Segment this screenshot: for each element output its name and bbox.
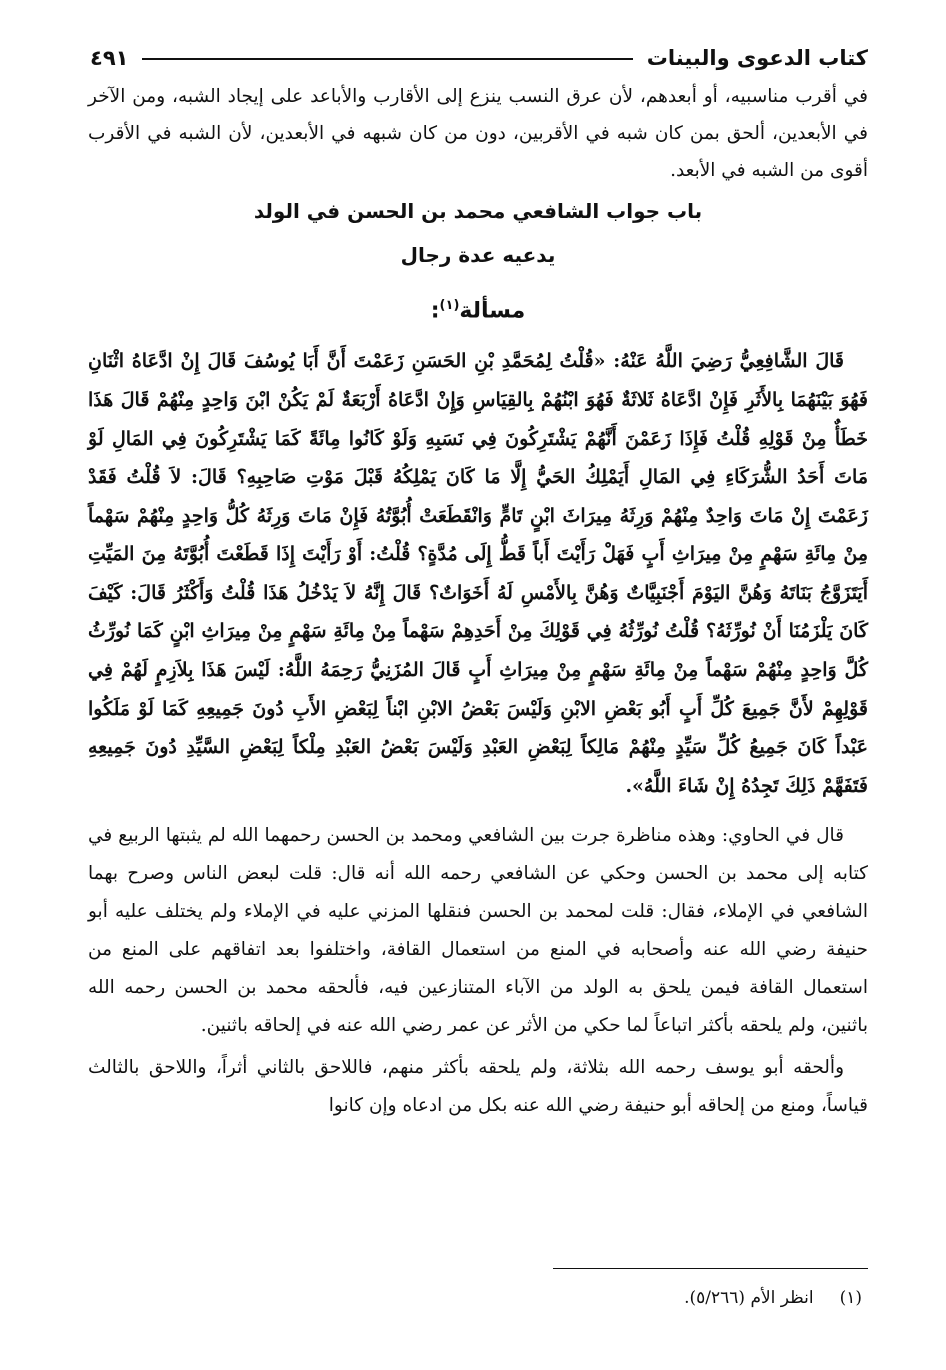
quoted-text: قَالَ الشَّافِعِيُّ رَضِيَ اللَّهُ عَنْهُ: «قُلْتُ لِمُحَمَّدِ بْنِ الحَسَنِ زَعَمْتَ أَنَّ أَبَا يُوسُفَ قَالَ إِنْ ادَّعَاهُ اثْنَانِ فَهُوَ بَيْنَهُمَا بِالأَثَرِ فَإِنْ ادَّعَاهُ ثَلاثَةٌ فَهُوَ ابْنُهُمْ بِالقِيَاسِ وَإِنْ ادَّعَاهُ أَرْبَعَةٌ لَمْ يَكُنْ ابْنَ وَاحِدٍ مِنْهُمْ قَالَ هَذَا خَطَأٌ مِنْ قَوْلِهِ قُلْتُ فَإِذَا زَعَمْنَ أَنَّهُمْ يَشْتَرِكُونَ فِي نَسَبِهِ وَلَوْ كَانُوا مِائَةً كَمَا يَشْتَرِكُونَ فِي المَالِ لَوْ مَاتَ أَحَدُ الشُّرَكَاءِ فِي المَالِ أَيَمْلِكُ الحَيُّ إِلَّا مَا كَانَ يَمْلِكُهُ قَبْلَ مَوْتِ صَاحِبِهِ؟ قَالَ: لاَ قُلْتُ فَقَدْ زَعَمْتَ إِنْ مَاتَ وَاحِدٌ مِنْهُمْ وَرِثَهُ مِيرَاثَ ابْنٍ تَامٍّ وَانْقَطَعَتْ أُبُوَّتُهُ فَإِنْ مَاتَ وَرِثَهُ كُلُّ وَاحِدٍ مِنْهُمْ سَهْماً مِنْ مِائَةِ سَهْمٍ مِنْ مِيرَاثِ أَبٍ فَهَلْ رَأَيْتَ أَباً قَطُّ إِلَى مُدَّةٍ؟ قُلْتُ: أَوْ رَأَيْتَ إِذَا قَطَعْتَ أُبُوَّتَهُ مِنَ المَيِّتِ أَيَتَزَوَّجُ بَنَاتَهُ وَهُنَّ اليَوْمَ أَجْنَبِيَّاتٌ وَهُنَّ بِالأَمْسِ لَهُ أَخَوَاتٌ؟ قَالَ إِنَّهُ لاَ يَدْخُلُ هَذَا قُلْتُ وَأَكْثَرُ قَالَ: كَيْفَ كَانَ يَلْزَمُنَا أَنْ نُورِّثَهُ؟ قُلْتُ نُورِّثُهُ فِي قَوْلِكَ مِنْ أَحَدِهِمْ سَهْماً مِنْ مِائَةِ سَهْمٍ مِنْ مِيرَاثِ ابْنٍ كَمَا نُورِّثُ كُلَّ وَاحِدٍ مِنْهُمْ سَهْماً مِنْ مِائَةِ سَهْمٍ مِنْ مِيرَاثِ أَبٍ قَالَ المُزَنِيُّ رَحِمَهُ اللَّهُ: لَيْسَ هَذَا بِلاَزِمٍ لَهُمْ فِي قَوْلِهِمْ لأَنَّ جَمِيعَ كُلِّ أَبٍ أَبُو بَعْضِ الابْنِ وَلَيْسَ بَعْضُ الابْنِ ابْناً لِبَعْضِ الأَبِ دُونَ جَمِيعِهِ كَمَا لَوْ مَلَكُوا عَبْداً كَانَ جَمِيعُ كُلِّ سَيِّدٍ مِنْهُمْ مَالِكاً لِبَعْضِ العَبْدِ وَلَيْسَ بَعْضُ العَبْدِ مِلْكاً لِبَعْضِ السَّيِّدِ دُونَ جَمِيعِهِ فَتَفَهَّمْ ذَلِكَ تَجِدُهُ إِنْ شَاءَ اللَّهُ». bbox=[88, 350, 868, 797]
book-title: كتاب الدعوى والبينات bbox=[646, 46, 868, 70]
commentary-paragraph-1: قال في الحاوي: وهذه مناظرة جرت بين الشافعي ومحمد بن الحسن رحمهما الله لم يثبتها الربيع في كتابه إلى محمد بن الحسن وحكي عن الشافعي رحمه الله أنه قال: قلت لبعض الناس وصرح بهما الشافعي في الإملاء، فقال: قلت لمحمد بن الحسن فنقلها المزني عليه في الإملاء ولم يختلف عليه أبو حنيفة رضي الله عنه وأصحابه في المنع من استعمال القافة، واختلفوا بعد اتفاقهم على المنع من استعمال القافة فيمن يلحق به الولد من الآباء المتنازعين فيه، فألحقه محمد بن الحسن رحمه الله باثنين، ولم يلحقه بأكثر اتباعاً لما حكي من الأثر عن عمر رضي الله عنه في إلحاقه باثنين. bbox=[88, 825, 868, 1037]
footnote-number: (١) bbox=[839, 1288, 862, 1308]
header-rule bbox=[142, 58, 632, 60]
issue-label: مسألة bbox=[459, 298, 526, 324]
footnote-text: انظر الأم (٥/٢٦٦). bbox=[684, 1288, 814, 1308]
issue-colon: : bbox=[430, 298, 440, 324]
chapter-heading-line-1: باب جواب الشافعي محمد بن الحسن في الولد bbox=[253, 199, 703, 223]
footnote bbox=[684, 1284, 862, 1312]
intro-paragraph: في أقرب مناسبيه، أو أبعدهم، لأن عرق النسب ينزع إلى الأقارب والأباعد على إيجاد الشبه، ومن الآخر في الأبعدين، ألحق بمن كان شبه في الأقربين، دون من كان شبهه في الأبعدين، لأن الشبه في الأقرب أقوى من الشبه في الأبعد. bbox=[88, 86, 868, 181]
running-header bbox=[90, 34, 868, 70]
chapter-heading-line-2: يدعيه عدة رجال bbox=[400, 243, 556, 267]
page-number: ٤٩١ bbox=[90, 46, 129, 70]
footnote-rule bbox=[553, 1268, 868, 1269]
page-body bbox=[88, 78, 868, 1125]
commentary-paragraph-2: وألحقه أبو يوسف رحمه الله بثلاثة، ولم يلحقه بأكثر منهم، فاللاحق بالثاني أثراً، واللاحق بالثالث قياساً، ومنع من إلحاقه أبو حنيفة رضي الله عنه بكل من ادعاه وإن كانوا bbox=[88, 1057, 868, 1117]
footnote-ref: (١) bbox=[439, 298, 460, 313]
commentary bbox=[88, 817, 868, 1125]
issue-heading bbox=[88, 281, 868, 336]
